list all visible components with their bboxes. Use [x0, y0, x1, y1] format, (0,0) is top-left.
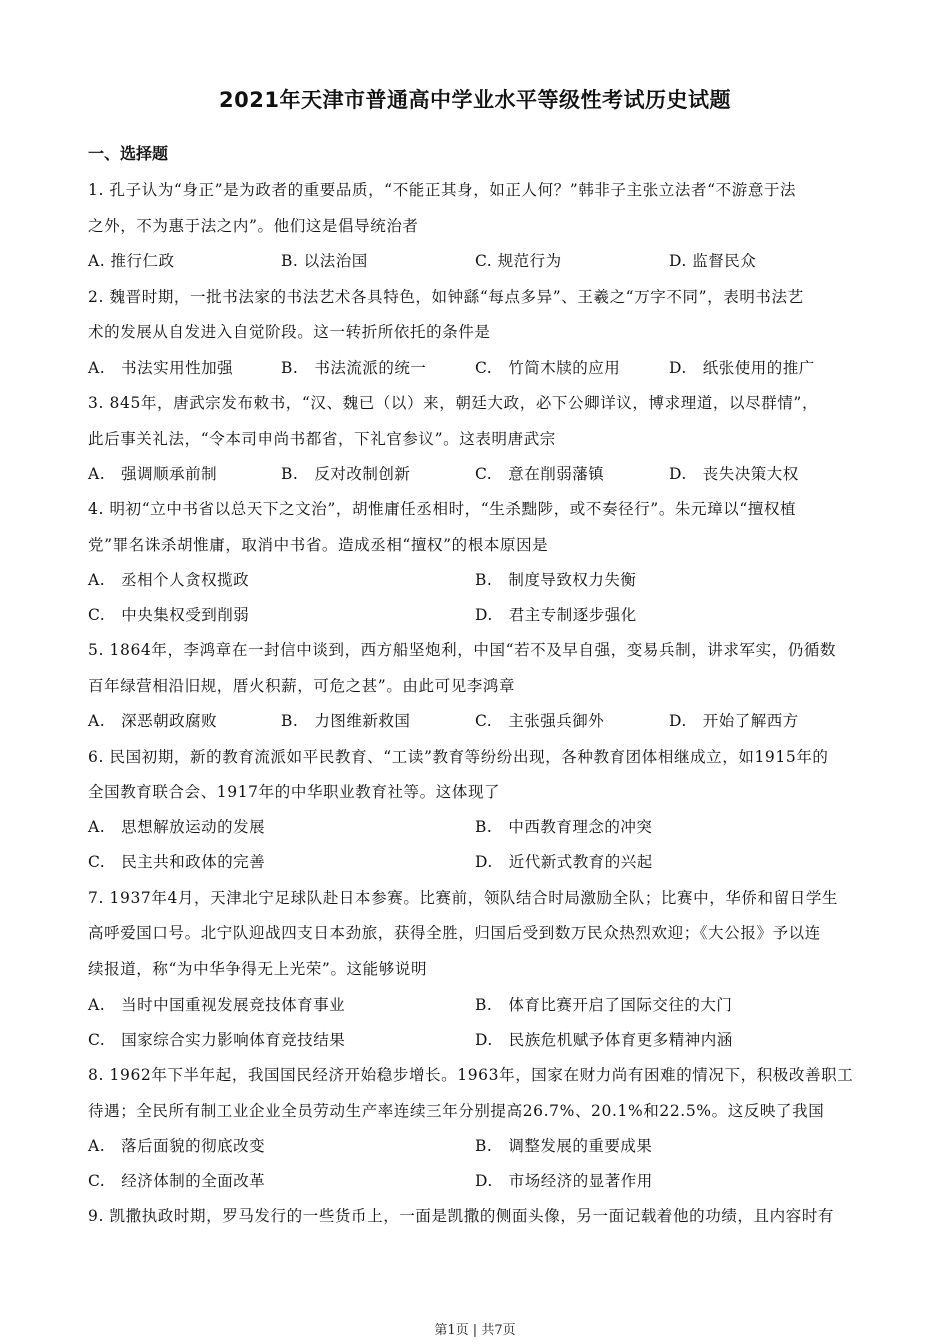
question-7-line-3: 续报道，称“为中华争得无上光荣”。这能够说明 — [88, 960, 428, 978]
question-4-option-b: B. 制度导致权力失衡 — [475, 571, 637, 589]
question-8-line-2: 待遇；全民所有制工业企业全员劳动生产率连续三年分别提高26.7%、20.1%和22.5%。这反映了我国 — [88, 1102, 825, 1120]
question-2-line-1: 2. 魏晋时期，一批书法家的书法艺术各具特色，如钟繇“每点多异”、王羲之“万字不同”，表明书法艺 — [88, 288, 804, 306]
question-8-line-1: 8. 1962年下半年起，我国国民经济开始稳步增长。1963年，国家在财力尚有困难的情况下，积极改善职工 — [88, 1066, 854, 1084]
question-8-option-b: B. 调整发展的重要成果 — [475, 1137, 653, 1155]
question-7-option-c: C. 国家综合实力影响体育竞技结果 — [88, 1031, 346, 1049]
question-5-option-c: C. 主张强兵御外 — [475, 712, 605, 730]
question-1-line-2: 之外，不为惠于法之内”。他们这是倡导统治者 — [88, 217, 419, 235]
question-7-option-d: D. 民族危机赋予体育更多精神内涵 — [475, 1031, 733, 1049]
question-5-line-2: 百年绿营相沿旧规，厝火积薪，可危之甚”。由此可见李鸿章 — [88, 677, 516, 695]
question-3-option-c: C. 意在削弱藩镇 — [475, 465, 605, 483]
question-2-line-2: 术的发展从自发进入自觉阶段。这一转折所依托的条件是 — [88, 323, 491, 341]
question-2-option-a: A. 书法实用性加强 — [88, 359, 234, 377]
question-2-option-b: B. 书法流派的统一 — [281, 359, 427, 377]
question-7-line-1: 7. 1937年4月，天津北宁足球队赴日本参赛。比赛前，领队结合时局激励全队；比赛中，华侨和留日学生 — [88, 889, 839, 907]
section-heading: 一、选择题 — [88, 144, 169, 163]
question-1-option-b: B. 以法治国 — [281, 252, 368, 270]
question-3-option-d: D. 丧失决策大权 — [669, 465, 799, 483]
question-4-option-c: C. 中央集权受到削弱 — [88, 606, 250, 624]
question-6-option-a: A. 思想解放运动的发展 — [88, 818, 266, 836]
question-5-option-a: A. 深恶朝政腐败 — [88, 712, 218, 730]
question-4-line-1: 4. 明初“立中书省以总天下之文治”，胡惟庸任丞相时，“生杀黜陟，或不奏径行”。朱元璋以“擅权植 — [88, 500, 797, 518]
question-1-line-1: 1. 孔子认为“身正”是为政者的重要品质，“不能正其身，如正人何？”韩非子主张立法者“不游意于法 — [88, 181, 797, 199]
question-6-line-2: 全国教育联合会、1917年的中华职业教育社等。这体现了 — [88, 783, 501, 801]
question-3-option-a: A. 强调顺承前制 — [88, 465, 218, 483]
question-6-option-b: B. 中西教育理念的冲突 — [475, 818, 653, 836]
question-7-option-b: B. 体育比赛开启了国际交往的大门 — [475, 996, 733, 1014]
question-3-option-b: B. 反对改制创新 — [281, 465, 411, 483]
question-1-option-d: D. 监督民众 — [669, 252, 757, 270]
question-3-line-2: 此后事关礼法，“令本司申尚书都省，下礼官参议”。这表明唐武宗 — [88, 430, 556, 448]
question-4-option-a: A. 丞相个人贪权揽政 — [88, 571, 250, 589]
question-1-option-a: A. 推行仁政 — [88, 252, 175, 270]
question-4-option-d: D. 君主专制逐步强化 — [475, 606, 637, 624]
page-title: 2021年天津市普通高中学业水平等级性考试历史试题 — [219, 88, 731, 112]
question-5-option-d: D. 开始了解西方 — [669, 712, 799, 730]
question-6-option-d: D. 近代新式教育的兴起 — [475, 853, 653, 871]
question-9-line-1: 9. 凯撒执政时期，罗马发行的一些货币上，一面是凯撒的侧面头像，另一面记载着他的功绩，且内容时有 — [88, 1207, 835, 1225]
question-2-option-d: D. 纸张使用的推广 — [669, 359, 815, 377]
question-1-option-c: C. 规范行为 — [475, 252, 562, 270]
question-8-option-c: C. 经济体制的全面改革 — [88, 1172, 266, 1190]
question-7-line-2: 高呼爱国口号。北宁队迎战四支日本劲旅，获得全胜，归国后受到数万民众热烈欢迎；《大公报》予以连 — [88, 924, 821, 942]
question-4-line-2: 党”罪名诛杀胡惟庸，取消中书省。造成丞相“擅权”的根本原因是 — [88, 536, 549, 554]
question-6-option-c: C. 民主共和政体的完善 — [88, 853, 266, 871]
question-5-option-b: B. 力图维新救国 — [281, 712, 411, 730]
question-6-line-1: 6. 民国初期，新的教育流派如平民教育、“工读”教育等纷纷出现，各种教育团体相继成立，如1915年的 — [88, 748, 829, 766]
question-8-option-d: D. 市场经济的显著作用 — [475, 1172, 653, 1190]
question-3-line-1: 3. 845年，唐武宗发布敕书，“汉、魏已（以）来，朝廷大政，必下公卿详议，博求理道，以尽群情”， — [88, 394, 819, 412]
question-8-option-a: A. 落后面貌的彻底改变 — [88, 1137, 266, 1155]
question-2-option-c: C. 竹简木牍的应用 — [475, 359, 621, 377]
page-footer: 第1页 | 共7页 — [434, 1323, 516, 1338]
question-5-line-1: 5. 1864年，李鸿章在一封信中谈到，西方船坚炮利，中国“若不及早自强，变易兵制，讲求军实，仍循数 — [88, 641, 837, 659]
question-7-option-a: A. 当时中国重视发展竞技体育事业 — [88, 996, 346, 1014]
